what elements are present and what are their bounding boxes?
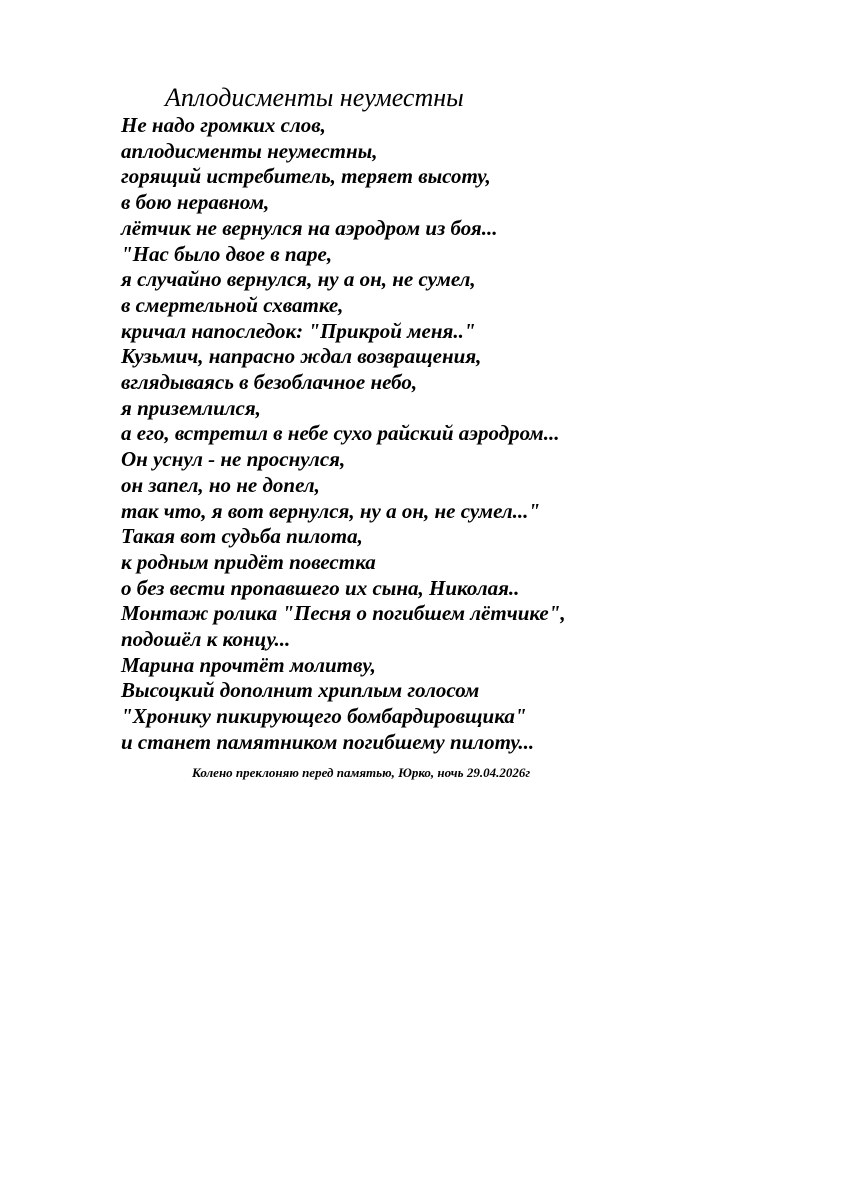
poem-body (121, 113, 566, 756)
poem-line: о без вести пропавшего их сына, Николая.. (121, 575, 520, 600)
poem-line: я случайно вернулся, ну а он, не сумел, (121, 267, 476, 292)
poem-line: Монтаж ролика "Песня о погибшем лётчике", (121, 601, 566, 626)
poem-line: Марина прочтёт молитву, (121, 652, 376, 677)
poem-line: к родным придёт повестка (121, 549, 376, 574)
poem-line: в смертельной схватке, (121, 292, 344, 317)
poem-line: в бою неравном, (121, 190, 270, 215)
poem-line: я приземлился, (121, 395, 261, 420)
poem-line: Такая вот судьба пилота, (121, 524, 363, 549)
poem-line: горящий истребитель, теряет высоту, (121, 164, 491, 189)
poem-line: и станет памятником погибшему пилоту... (121, 729, 535, 754)
poem-line: Он уснул - не проснулся, (121, 447, 346, 472)
poem-line: он запел, но не допел, (121, 472, 320, 497)
poem-line: Высоцкий дополнит хриплым голосом (121, 678, 480, 703)
poem-line: кричал напоследок: "Прикрой меня.." (121, 318, 476, 343)
poem-line: лётчик не вернулся на аэродром из боя... (121, 215, 498, 240)
poem-title: Аплодисменты неуместны (165, 83, 464, 112)
poem-line: аплодисменты неуместны, (121, 138, 378, 163)
poem-line: а его, встретил в небе сухо райский аэродром... (121, 421, 560, 446)
poem-line: Кузьмич, напрасно ждал возвращения, (121, 344, 482, 369)
poem-line: "Хронику пикирующего бомбардировщика" (121, 704, 527, 729)
poem-signature: Колено преклоняю перед памятью, Юрко, ночь 29.04.2026г (192, 765, 531, 780)
poem-line: "Нас было двое в паре, (121, 241, 333, 266)
poem-line: вглядываясь в безоблачное небо, (121, 370, 418, 395)
poem-line: Не надо громких слов, (121, 113, 326, 137)
poem-line: так что, я вот вернулся, ну а он, не сумел..." (121, 498, 541, 523)
poem-line: подошёл к концу... (121, 627, 291, 652)
